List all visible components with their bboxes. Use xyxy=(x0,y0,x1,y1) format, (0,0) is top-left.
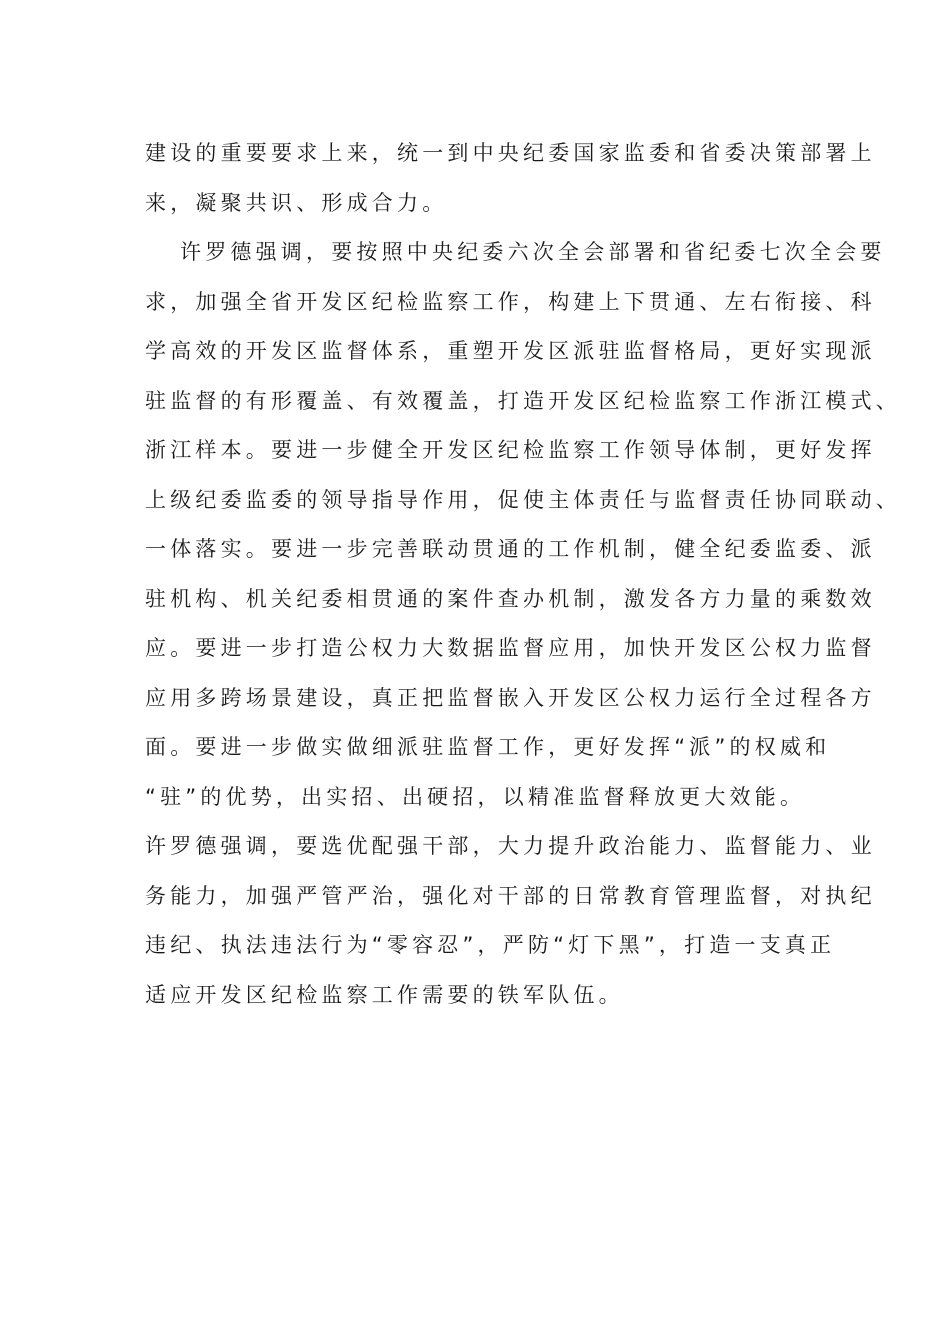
text-line: 许罗德强调，要选优配强干部，大力提升政治能力、监督能力、业 xyxy=(145,834,876,858)
text-line: 上级纪委监委的领导指导作用，促使主体责任与监督责任协同联动、 xyxy=(145,487,901,512)
text-line: 求，加强全省开发区纪检监察工作，构建上下贯通、左右衔接、科 xyxy=(145,289,876,314)
text-line: 驻机构、机关纪委相贯通的案件查办机制，激发各方力量的乘数效 xyxy=(145,586,876,611)
text-line: 学高效的开发区监督体系，重塑开发区派驻监督格局，更好实现派 xyxy=(145,339,876,363)
text-line: 面。要进一步做实做细派驻监督工作，更好发挥“派”的权威和 xyxy=(145,735,831,759)
text-line: 浙江样本。要进一步健全开发区纪检监察工作领导体制，更好发挥 xyxy=(145,438,876,462)
text-line: 许罗德强调，要按照中央纪委六次全会部署和省纪委七次全会要 xyxy=(180,240,886,264)
text-line: 一体落实。要进一步完善联动贯通的工作机制，健全纪委监委、派 xyxy=(145,537,876,561)
text-line: 适应开发区纪检监察工作需要的铁军队伍。 xyxy=(145,982,624,1007)
text-line: 建设的重要要求上来，统一到中央纪委国家监委和省委决策部署上 xyxy=(145,141,876,165)
text-line: 驻监督的有形覆盖、有效覆盖，打造开发区纪检监察工作浙江模式、 xyxy=(145,388,901,413)
text-line: 违纪、执法违法行为“零容忍”，严防“灯下黑”，打造一支真正 xyxy=(145,933,836,957)
text-line: 务能力，加强严管严治，强化对干部的日常教育管理监督，对执纪 xyxy=(145,883,876,908)
text-line: 应用多跨场景建设，真正把监督嵌入开发区公权力运行全过程各方 xyxy=(145,685,876,710)
text-line: “驻”的优势，出实招、出硬招，以精准监督释放更大效能。 xyxy=(145,784,806,809)
document-body xyxy=(145,135,901,1026)
text-line: 来，凝聚共识、形成合力。 xyxy=(145,190,448,215)
text-line: 应。要进一步打造公权力大数据监督应用，加快开发区公权力监督 xyxy=(145,636,876,660)
